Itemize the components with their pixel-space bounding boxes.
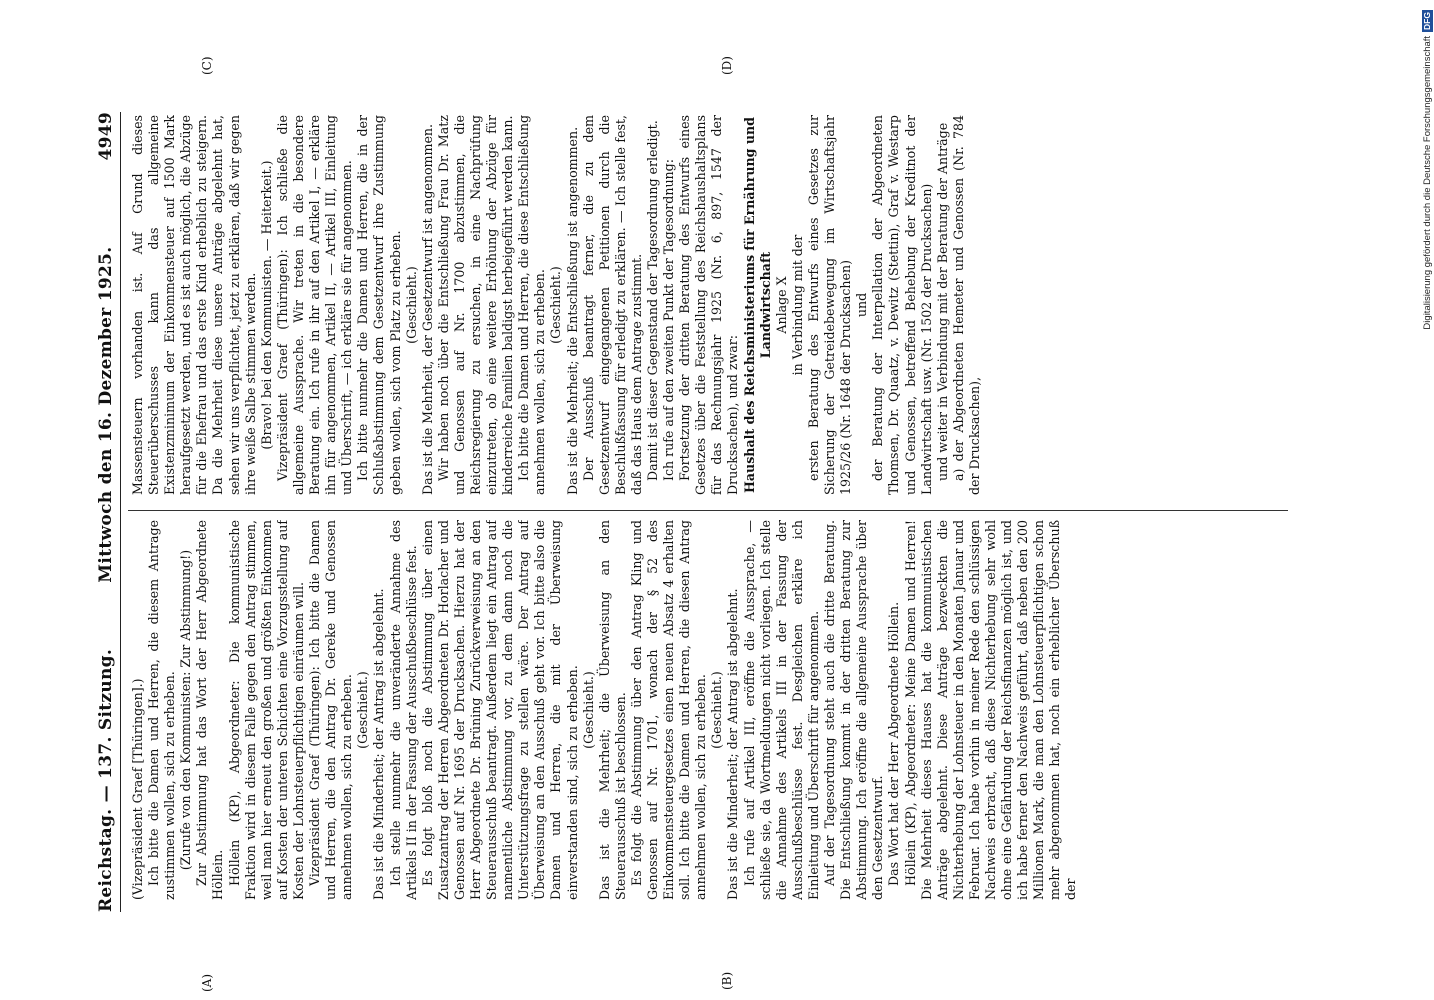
header-date: Mittwoch den 16. Dezember 1925. [96, 246, 116, 583]
paragraph: Damit ist dieser Gegenstand der Tagesordnung erledigt. [645, 120, 660, 481]
paragraph: Ich stelle nunmehr die unveränderte Annahme des Artikels II in der Fassung der Ausschußbeschlüsse fest. [387, 520, 419, 900]
digitization-credit [1418, 10, 1434, 990]
paragraph: Ich bitte die Damen und Herren, die diesem Antrage zustimmen wollen, sich zu erheben. [146, 520, 178, 900]
paragraph: Das ist die Mehrheit; die Überweisung an den Steuerausschuß ist beschlossen. [596, 520, 628, 900]
right-column [130, 115, 1285, 495]
left-column [130, 520, 1285, 900]
paragraph: in Verbindung mit der [789, 234, 805, 376]
paragraph: Das ist die Mehrheit; die Entschließung ist angenommen. [564, 126, 580, 495]
paragraph: Ich rufe auf Artikel III, eröffne die Aussprache, — schließe sie, da Wortmeldungen nicht vorliegen. Ich stelle die Annahme des Artikels III in der Fassung der Ausschußbeschlüsse fest. Desgleichen erkläre ich Einleitung und Überschrift für angenommen. [741, 520, 821, 900]
paragraph: Massensteuern vorhanden ist. Auf Grund dieses Steuerüberschusses kann das allgemeine Existenzminimum der Einkommensteuer auf 1500 Mark heraufgesetzt werden, und es ist auch möglich, die Abzüge für die Ehefrau und das erste Kind erheblich zu steigern. Da die Mehrheit diese unsere Anträge abgelehnt hat, sehen wir uns verpflichtet, jetzt zu erklären, daß wir gegen ihre weiße Salbe stimmen werden. [130, 115, 258, 495]
paragraph: Ich bitte nunmehr die Damen und Herren, die in der Schlußabstimmung dem Gesetzentwurf ihre Zustimmung geben wollen, sich vom Platz zu erheben. [355, 115, 403, 495]
paragraph: der Beratung der Interpellation der Abgeordneten Thomsen, Dr. Quaatz, v. Dewitz (Stettin), Graf v. Westarp und Genossen, betreffend Behebung der Kreditnot der Landwirtschaft usw. (Nr. 1502 der Drucksachen) [870, 115, 934, 495]
paragraph: (Geschieht.) [580, 671, 596, 749]
dfg-logo-icon: DFG [1421, 12, 1432, 30]
paragraph: Vizepräsident Graef (Thüringen): Ich schließe die allgemeine Aussprache. Wir treten in die besondere Beratung ein. Ich rufe in ihr auf den Artikel I, — erkläre ihn für angenommen, Artikel II, — Artikel III, Einleitung und Überschrift, — ich erkläre sie für angenommen. [274, 115, 355, 495]
paragraph: (Vizepräsident Graef [Thüringen].) [130, 678, 145, 900]
margin-mark-d: (D) [720, 56, 734, 75]
paragraph: Vizepräsident Graef (Thüringen): Ich bitte die Damen und Herren, die den Antrag Dr. Gereke und Genossen annehmen wollen, sich zu erheben. [307, 520, 355, 900]
page-header [96, 112, 120, 912]
margin-mark-c: (C) [200, 56, 214, 75]
paragraph: Das ist die Minderheit; der Antrag ist abgelehnt. [371, 588, 387, 900]
header-session: Reichstag. — 137. Sitzung. [96, 648, 116, 912]
paragraph: Wir haben noch über die Entschließung Frau Dr. Matz und Genossen auf Nr. 1700 abzustimmen, die Reichsregierung zu ersuchen, in eine Nachprüfung einzutreten, ob eine weitere Erhöhung der Abzüge für kinderreiche Familien baldigst herbeigeführt werden kann. [435, 115, 516, 495]
paragraph: Höllein (KP), Abgeordneter: Die kommunistische Fraktion wird in diesem Falle gegen den Antrag stimmen, weil man hier erneut den großen und größten Einkommen auf Kosten der unteren Schichten eine Vorzugsstellung auf Kosten der Lohnsteuerpflichtigen einräumen will. [226, 520, 306, 900]
paragraph: (Geschieht.) [403, 266, 419, 344]
paragraph: (Zurufe von den Kommunisten: Zur Abstimmung!) [178, 549, 194, 871]
column-divider [128, 510, 1288, 511]
paragraph: und weiter in Verbindung mit der Beratung der Anträge [934, 122, 950, 481]
paragraph: Haushalt des Reichsministeriums für Ernährung und Landwirtschaft [741, 117, 773, 493]
paragraph: (Geschieht.) [355, 671, 371, 749]
paragraph: Das ist die Mehrheit, der Gesetzentwurf ist angenommen. [419, 123, 435, 495]
margin-mark-a: (A) [200, 973, 214, 992]
paragraph: und [854, 292, 870, 318]
paragraph: Der Ausschuß beantragt ferner, die zu dem Gesetzentwurf eingegangenen Petitionen durch die Beschlußfassung für erledigt zu erklären. — Ich stelle fest, daß das Haus dem Antrage zustimmt. [580, 115, 644, 495]
paragraph: (Geschieht.) [709, 671, 725, 749]
margin-mark-b: (B) [720, 971, 734, 990]
paragraph: ersten Beratung des Entwurfs eines Gesetzes zur Sicherung der Getreidebewegung im Wirtschaftsjahr 1925/26 (Nr. 1648 der Drucksachen) [805, 115, 854, 495]
paragraph: Es folgt bloß noch die Abstimmung über einen Zusatzantrag der Herren Abgeordneten Dr. Horlacher und Genossen auf Nr. 1695 der Drucksachen. Hierzu hat der Herr Abgeordnete Dr. Brüning Zurückverweisung an den Steuerausschuß beantragt. Außerdem liegt ein Antrag auf namentliche Abstimmung vor, zu dem dann noch die Unterstützungsfrage zu stellen wäre. Der Antrag auf Überweisung an den Ausschuß geht vor. Ich bitte also die Damen und Herren, die mit der Überweisung einverstanden sind, sich zu erheben. [419, 520, 580, 900]
paragraph: a) der Abgeordneten Hemeter und Genossen (Nr. 784 der Drucksachen), [950, 115, 982, 495]
page-number: 4949 [96, 112, 116, 161]
paragraph: Es folgt die Abstimmung über den Antrag Kling und Genossen auf Nr. 1701, wonach der § 52 des Einkommensteuergesetzes einen neuen Absatz 4 erhalten soll. Ich bitte die Damen und Herren, die diesen Antrag annehmen wollen, sich zu erheben. [628, 520, 709, 900]
paragraph: Das Wort hat der Herr Abgeordnete Höllein. [886, 601, 902, 886]
paragraph: Ich rufe auf den zweiten Punkt der Tagesordnung: [661, 159, 677, 481]
header-rule [120, 112, 121, 912]
credit-text: Digitalisierung gefördert durch die Deutsche Forschungsgemeinschaft [1421, 35, 1433, 330]
paragraph: Höllein (KP), Abgeordneter: Meine Damen und Herren! Die Mehrheit dieses Hauses hat die kommunistischen Anträge abgelehnt. Diese Anträge bezweckten die Nichterhebung der Lohnsteuer in den Monaten Januar und Februar. Ich habe vorhin in meiner Rede den schlüssigen Nachweis erbracht, daß diese Nichterhebung sehr wohl ohne eine Gefährdung der Reichsfinanzen möglich ist, und ich habe ferner den Nachweis geführt, daß neben den 200 Millionen Mark, die man den Lohnsteuerpflichtigen schon mehr abgenommen hat, noch ein erheblicher Überschuß der [902, 520, 1079, 900]
paragraph: Fortsetzung der dritten Beratung des Entwurfs eines Gesetzes über die Feststellung des Reichshaushaltsplans für das Rechnungsjahr 1925 (Nr. 6, 897, 1547 der Drucksachen), und zwar: [677, 115, 741, 495]
paragraph: Anlage X [773, 276, 789, 334]
paragraph: Zur Abstimmung hat das Wort der Herr Abgeordnete Höllein. [194, 520, 226, 900]
paragraph: Ich bitte die Damen und Herren, die diese Entschließung annehmen wollen, sich zu erheben. [516, 115, 548, 495]
paragraph: (Bravo! bei den Kommunisten. — Heiterkeit.) [258, 160, 274, 450]
paragraph: (Geschieht.) [548, 266, 564, 344]
paragraph: Das ist die Minderheit; der Antrag ist abgelehnt. [725, 588, 741, 900]
paragraph: Auf der Tagesordnung steht auch die dritte Beratung. Die Entschließung kommt in der dritten Beratung zur Abstimmung. Ich eröffne die allgemeine Aussprache über den Gesetzentwurf. [822, 520, 886, 900]
